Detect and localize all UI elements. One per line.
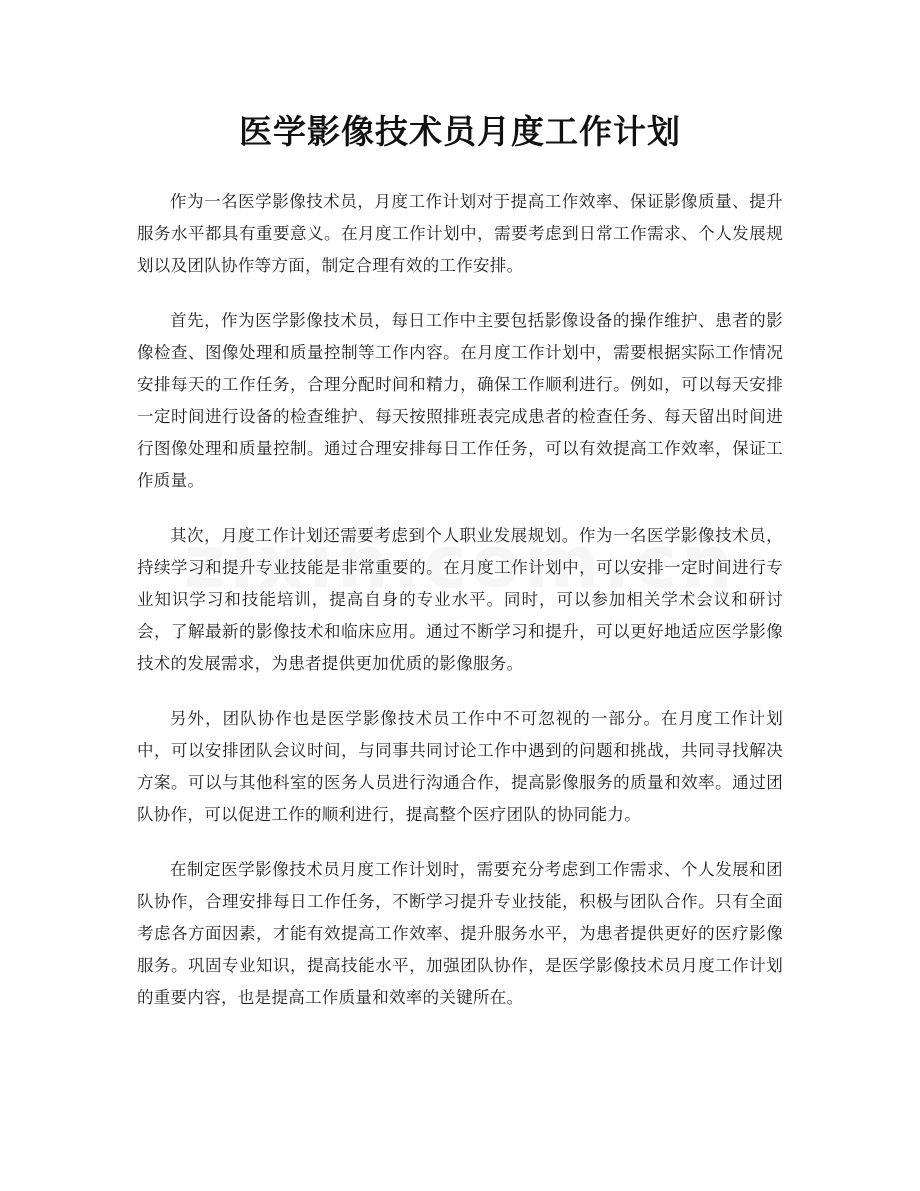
document-body xyxy=(137,186,783,1037)
paragraph-conclusion: 在制定医学影像技术员月度工作计划时，需要充分考虑到工作需求、个人发展和团队协作，合理安排每日工作任务，不断学习提升专业技能，积极与团队合作。只有全面考虑各方面因素，才能有效提高工作效率、提升服务水平，为患者提供更好的医疗影像服务。巩固专业知识，提高技能水平，加强团队协作，是医学影像技术员月度工作计划的重要内容，也是提高工作质量和效率的关键所在。 xyxy=(137,860,783,1007)
paragraph-intro: 作为一名医学影像技术员，月度工作计划对于提高工作效率、保证影像质量、提升服务水平都具有重要意义。在月度工作计划中，需要考虑到日常工作需求、个人发展规划以及团队协作等方面，制定合理有效的工作安排。 xyxy=(137,192,783,275)
document-title: 医学影像技术员月度工作计划 xyxy=(239,112,681,151)
paragraph-career-development: 其次，月度工作计划还需要考虑到个人职业发展规划。作为一名医学影像技术员，持续学习和提升专业技能是非常重要的。在月度工作计划中，可以安排一定时间进行专业知识学习和技能培训，提高自身的专业水平。同时，可以参加相关学术会议和研讨会，了解最新的影像技术和临床应用。通过不断学习和提升，可以更好地适应医学影像技术的发展需求，为患者提供更加优质的影像服务。 xyxy=(137,526,783,673)
paragraph-daily-work: 首先，作为医学影像技术员，每日工作中主要包括影像设备的操作维护、患者的影像检查、图像处理和质量控制等工作内容。在月度工作计划中，需要根据实际工作情况安排每天的工作任务，合理分配时间和精力，确保工作顺利进行。例如，可以每天安排一定时间进行设备的检查维护、每天按照排班表完成患者的检查任务、每天留出时间进行图像处理和质量控制。通过合理安排每日工作任务，可以有效提高工作效率，保证工作质量。 xyxy=(137,311,783,490)
paragraph-teamwork: 另外，团队协作也是医学影像技术员工作中不可忽视的一部分。在月度工作计划中，可以安排团队会议时间，与同事共同讨论工作中遇到的问题和挑战，共同寻找解决方案。可以与其他科室的医务人员进行沟通合作，提高影像服务的质量和效率。通过团队协作，可以促进工作的顺利进行，提高整个医疗团队的协同能力。 xyxy=(137,709,783,824)
